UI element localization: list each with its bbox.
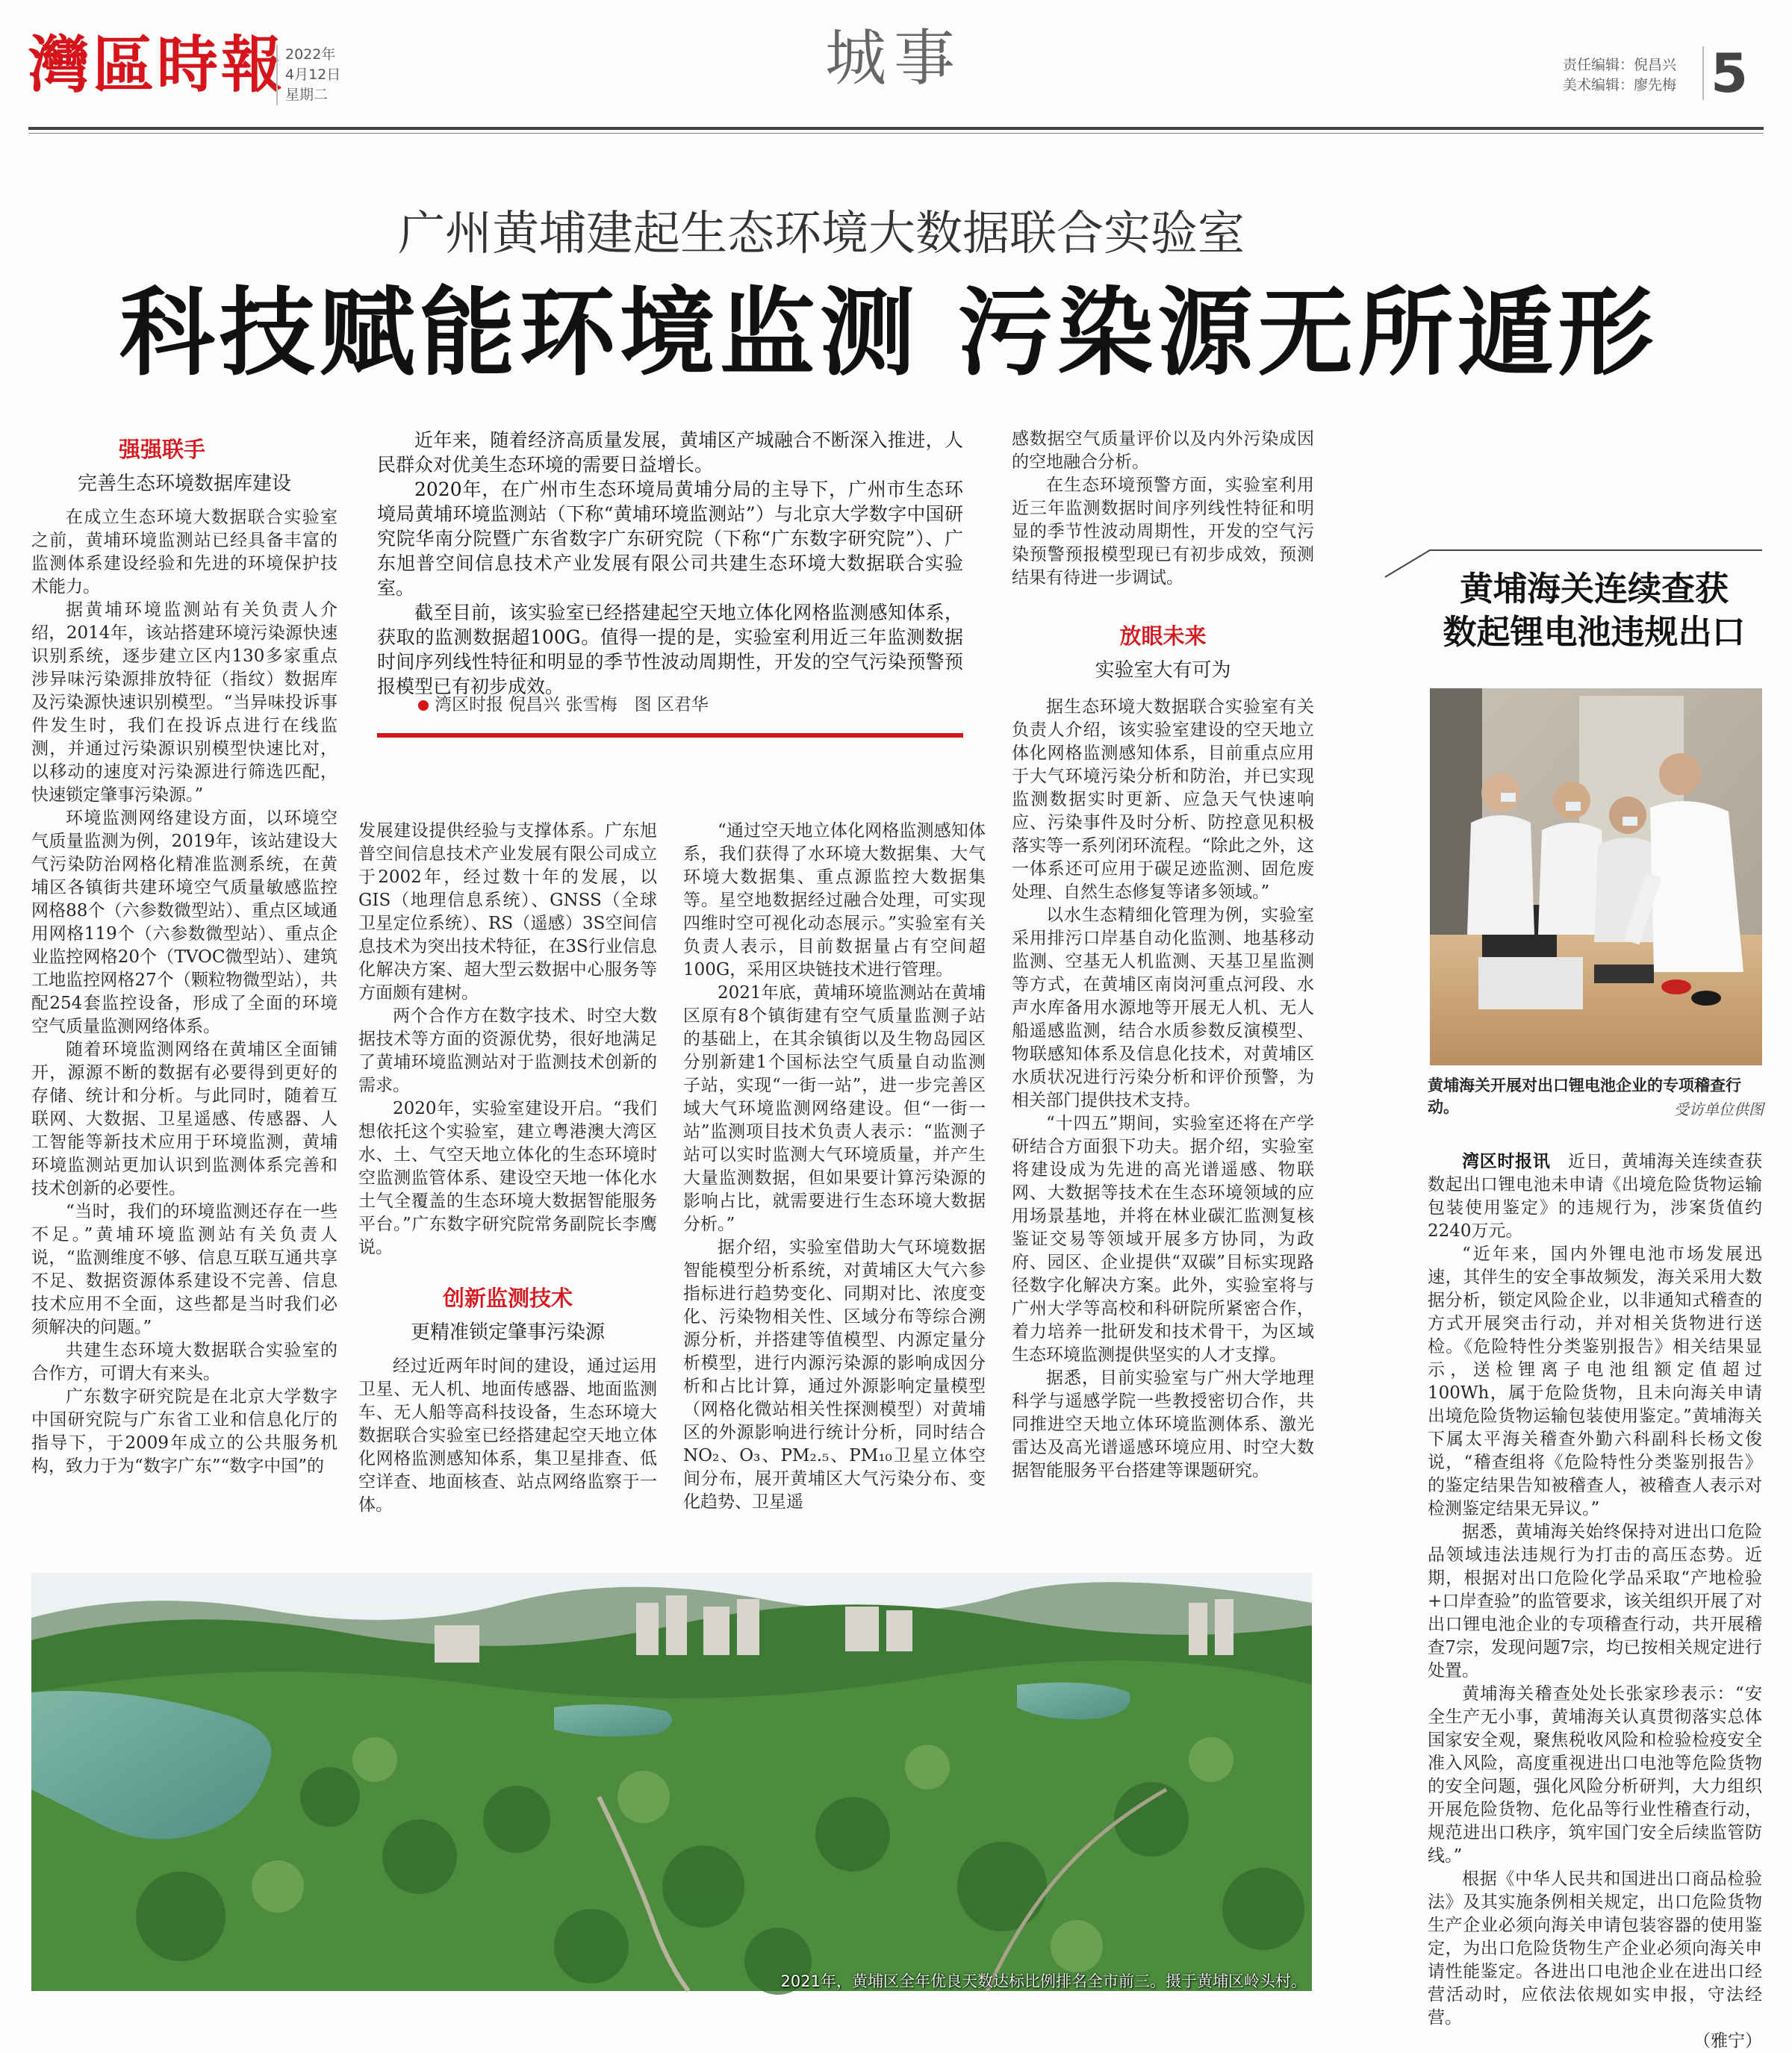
subhead-3: 实验室大有可为 [1095, 659, 1231, 682]
sidebar-photo-caption [1428, 1075, 1764, 1119]
column-2-text-b [358, 1355, 657, 1517]
paragraph: 2021年底，黄埔环境监测站在黄埔区原有8个镇街建有空气质量监测子站的基础上，在其余镇街以及生物岛园区分别新建1个国标法空气质量自动监测子站，实现“一街一站”，进一步完善区域大气环境监测网络建设。但“一街一站”监测项目技术负责人表示：“监测子站可以实时监测大气环境质量，并产生大量监测数据，但如果要计算污染源的影响占比，就需要进行生态环境大数据分析。” [683, 983, 986, 1234]
art-editor: 美术编辑：廖先梅 [1562, 77, 1676, 93]
paragraph: 两个合作方在数字技术、时空大数据技术等方面的资源优势，很好地满足了黄埔环境监测站对于监测技术创新的需求。 [358, 1006, 657, 1095]
newspaper-logo: 灣區時報 [28, 29, 286, 101]
caption-text: 黄埔海关开展对出口锂电池企业的专项稽查行动。 [1428, 1077, 1741, 1116]
article-byline [418, 691, 709, 715]
page-number: 5 [1702, 46, 1755, 100]
responsible-editor: 责任编辑：倪昌兴 [1562, 57, 1676, 73]
paragraph: 以水生态精细化管理为例，实验室采用排污口岸基自动化监测、地基移动监测、空基无人机监测、天基卫星监测等方式，在黄埔区南岗河重点河段、水声水库备用水源地等开展无人机、无人船遥感监测，结合水质参数反演模型、物联感知体系及信息化技术，对黄埔区水质状况进行污染分析和评价预警，为相关部门提供技术支持。 [1012, 906, 1314, 1110]
paragraph: “通过空天地立体化网格监测感知体系，我们获得了水环境大数据集、大气环境大数据集、重点源监控大数据集等。星空地数据经过融合处理，可实现四维时空可视化动态展示。”实验室有关负责人表示，目前数据量占有空间超100G，采用区块链技术进行管理。 [683, 821, 986, 979]
column-2 [358, 820, 657, 1517]
paragraph: 据生态环境大数据联合实验室有关负责人介绍，该实验室建设的空天地立体化网格监测感知体系，目前重点应用于大气环境污染分析和防治，并已实现监测数据实时更新、应急天气快速响应、污染事件及时分析、防控意见积极落实等一系列闭环流程。“除此之外，这一体系还可应用于碳足迹监测、固危废处理、自然生态修复等诸多领域。” [1012, 697, 1314, 902]
paragraph: 随着环境监测网络在黄埔区全面铺开，源源不断的数据有必要得到更好的存储、统计和分析。与此同时，随着互联网、大数据、卫星遥感、传感器、人工智能等新技术应用于环境监测，黄埔环境监测站更加认识到监测体系完善和技术创新的必要性。 [31, 1040, 337, 1198]
bullet-dot-icon [418, 700, 429, 711]
paragraph: 广东数字研究院是在北京大学数字中国研究院与广东省工业和信息化厅的指导下，于2009年成立的公共服务机构，致力于为“数字广东”“数字中国”的 [31, 1387, 337, 1476]
article-kicker: 广州黄埔建起生态环境大数据联合实验室 [398, 206, 1245, 261]
photo-credit: 受访单位供图 [1674, 1100, 1764, 1118]
sidebar-article [1428, 1150, 1762, 2053]
intro-paragraph: 截至目前，该实验室已经搭建起空天地立体化网格监测感知体系，获取的监测数据超100G。值得一提的是，实验室利用近三年监测数据时间序列线性特征和明显的季节性波动周期性，开发的空气污染预警预报模型已有初步成效。 [377, 602, 963, 697]
issue-date [276, 45, 340, 105]
sidebar-paragraph: 黄埔海关稽查处处长张家珍表示：“安全生产无小事，黄埔海关认真贯彻落实总体国家安全观，聚焦税收风险和检验检疫安全准入风险，高度重视进出口电池等危险货物的安全问题，强化风险分析研判，大力组织开展危险货物、危化品等行业性稽查行动，规范进出口秩序，筑牢国门安全后续监管防线。” [1428, 1684, 1762, 1866]
column-3-text [683, 820, 986, 1514]
column-4 [1012, 428, 1314, 1483]
sidebar-paragraph [1428, 1150, 1762, 1243]
article-headline: 科技赋能环境监测 污染源无所遁形 [119, 277, 1658, 389]
column-3 [683, 820, 986, 1514]
sidebar-paragraph: 据悉，黄埔海关始终保持对进出口危险品领域违法违规行为打击的高压态势。近期，根据对出口危险化学品采取“产地检验+口岸查验”的监管要求，该关组织开展了对出口锂电池企业的专项稽查行动，共开展稽查7宗，发现问题7宗，均已按相关规定进行处置。 [1428, 1522, 1762, 1680]
subhead-red-3: 放眼未来 [1119, 623, 1207, 649]
issue-day: 4月12日 [285, 66, 341, 83]
sidebar-author: （雅宁） [1693, 2031, 1762, 2051]
paragraph: 共建生态环境大数据联合实验室的合作方，可谓大有来头。 [31, 1341, 337, 1383]
intro-red-rule [377, 733, 963, 738]
sidebar-headline [1411, 567, 1777, 654]
paragraph: 经过近两年时间的建设，通过运用卫星、无人机、地面传感器、地面监测车、无人船等高科技设备，生态环境大数据联合实验室已经搭建起空天地立体化网格监测感知体系，集卫星排查、低空详查、地面核查、站点网络监察于一体。 [358, 1356, 657, 1515]
section-title: 城事 [825, 23, 963, 94]
subhead-red-2: 创新监测技术 [442, 1286, 573, 1311]
issue-weekday: 星期二 [285, 87, 329, 103]
paragraph: 在成立生态环境大数据联合实验室之前，黄埔环境监测站已经具备丰富的监测体系建设经验和先进的环境保护技术能力。 [31, 508, 337, 596]
intro-paragraph: 2020年，在广州市生态环境局黄埔分局的主导下，广州市生态环境局黄埔环境监测站（下称“黄埔环境监测站”）与北京大学数字中国研究院华南分院暨广东省数字广东研究院（下称“广东数字研究院”）、广东旭普空间信息技术产业发展有限公司共建生态环境大数据联合实验室。 [377, 479, 963, 599]
paragraph: 在生态环境预警方面，实验室利用近三年监测数据时间序列线性特征和明显的季节性波动周期性，开发的空气污染预警预报模型现已有初步成效，预测结果有待进一步调试。 [1012, 476, 1314, 588]
column-4-text-top [1012, 428, 1314, 590]
sidebar-headline-line1: 黄埔海关连续查获 [1459, 569, 1729, 608]
masthead-divider [28, 127, 1764, 130]
masthead-divider-thin [28, 133, 1764, 134]
paragraph: 据黄埔环境监测站有关负责人介绍，2014年，该站搭建环境污染源快速识别系统，逐步建立区内130多家重点涉异味污染源排放特征（指纹）数据库及污染源快速识别模型。“当异味投诉事件发生时，我们在投诉点进行在线监测，并通过污染源识别模型快速比对，以移动的速度对污染源进行筛选匹配，快速锁定肇事污染源。” [31, 600, 337, 805]
paragraph: “十四五”期间，实验室还将在产学研结合方面狠下功夫。据介绍，实验室将建设成为先进的高光谱遥感、物联网、大数据等技术在生态环境领域的应用场景基地，并将在林业碳汇监测复核鉴证交易等领域开展多方协同，为政府、园区、企业提供“双碳”目标实现路径数字化解决方案。此外，实验室将与广州大学等高校和科研院所紧密合作，着力培养一批研发和技术骨干，为区域生态环境监测提供坚实的人才支撑。 [1012, 1114, 1314, 1365]
sidebar-headline-line2: 数起锂电池违规出口 [1443, 612, 1746, 652]
paragraph: 感数据空气质量评价以及内外污染成因的空地融合分析。 [1012, 429, 1314, 472]
landscape-aerial-photo [31, 1573, 1312, 1991]
sidebar-paragraph-text: 近日，黄埔海关连续查获数起出口锂电池未申请《出境危险货物运输包装使用鉴定》的违规行为，涉案货值约2240万元。 [1428, 1152, 1762, 1241]
intro-paragraph: 近年来，随着经济高质量发展，黄埔区产城融合不断深入推进，人民群众对优美生态环境的需要日益增长。 [377, 429, 963, 476]
paragraph: 据悉，目前实验室与广州大学地理科学与遥感学院一些教授密切合作，共同推进空天地立体环境监测体系、激光雷达及高光谱遥感环境应用、时空大数据智能服务平台搭建等课题研究。 [1012, 1368, 1314, 1480]
article-intro [377, 428, 963, 699]
column-4-text [1012, 696, 1314, 1483]
column-1 [31, 433, 337, 1478]
subhead-red-1: 强强联手 [118, 437, 205, 462]
subhead-1: 完善生态环境数据库建设 [77, 473, 291, 495]
subhead-2: 更精准锁定肇事污染源 [410, 1321, 605, 1344]
column-2-text [358, 820, 657, 1259]
landscape-photo-caption: 2021年，黄埔区全年优良天数达标比例排名全市前三。摄于黄埔区岭头村。 [780, 1972, 1307, 1990]
issue-year: 2022年 [285, 46, 336, 63]
sidebar-paragraph: “近年来，国内外锂电池市场发展迅速，其伴生的安全事故频发，海关采用大数据分析，锁定风险企业，以非通知式稽查的方式开展突击行动，并对相关货物进行送检。《危险特性分类鉴别报告》相关结果显示，送检锂离子电池组额定值超过100Wh，属于危险货物，且未向海关申请出境危险货物运输包装使用鉴定。”黄埔海关下属太平海关稽查外勤六科副科长杨文俊说，“稽查组将《危险特性分类鉴别报告》的鉴定结果告知被稽查人，被稽查人表示对检测鉴定结果无异议。” [1428, 1244, 1762, 1518]
byline-text: 湾区时报 倪昌兴 张雪梅 图 区君华 [435, 695, 709, 714]
paragraph: 环境监测网络建设方面，以环境空气质量监测为例，2019年，该站建设大气污染防治网格化精准监测系统，在黄埔区各镇街共建环境空气质量敏感监控网格88个（六参数微型站）、重点区域通用网格119个（六参数微型站）、重点企业监控网格20个（TVOC微型站）、建筑工地监控网格27个（颗粒物微型站），共配254套监控设备，形成了全面的环境空气质量监测网络体系。 [31, 809, 337, 1036]
paragraph: “当时，我们的环境监测还存在一些不足。”黄埔环境监测站有关负责人说，“监测维度不够、信息互联互通共享不足、数据资源体系建设不完善、信息技术应用不全面，这些都是当时我们必须解决的问题。” [31, 1202, 337, 1337]
sidebar-paragraph: 根据《中华人民共和国进出口商品检验法》及其实施条例相关规定，出口危险货物生产企业必须向海关申请包装容器的使用鉴定，为出口危险货物生产企业必须向海关申请性能鉴定。各进出口电池企业在进出口经营活动时，应依法依规如实申报，守法经营。 [1428, 1869, 1762, 2028]
editor-credits [1542, 55, 1676, 96]
column-1-text [31, 506, 337, 1478]
customs-inspection-photo [1430, 688, 1762, 1065]
paragraph: 发展建设提供经验与支撑体系。广东旭普空间信息技术产业发展有限公司成立于2002年，经过数十年的发展，以GIS（地理信息系统）、GNSS（全球卫星定位系统）、RS（遥感）3S空间信息技术为突出技术特征，在3S行业信息化解决方案、超大型云数据中心服务等方面颇有建树。 [358, 821, 657, 1003]
paragraph: 据介绍，实验室借助大气环境数据智能模型分析系统，对黄埔区大气六参指标进行趋势变化、同期对比、浓度变化、污染物相关性、区域分布等综合溯源分析，并搭建等值模型、内源定量分析模型，进行内源污染源的影响成因分析和占比计算，通过外源影响定量模型（网格化微站相关性探测模型）对黄埔区的外源影响进行统计分析，同时结合NO₂、O₃、PM₂.₅、PM₁₀卫星立体空间分布，展开黄埔区大气污染分布、变化趋势、卫星遥 [683, 1238, 986, 1512]
paragraph: 2020年，实验室建设开启。“我们想依托这个实验室，建立粤港澳大湾区水、土、气空天地立体化的生态环境时空监测监管体系、建设空天地一体化水土气全覆盖的生态环境大数据智能服务平台。”广东数字研究院常务副院长李鹰说。 [358, 1099, 657, 1257]
sidebar-lead: 湾区时报讯 [1462, 1151, 1551, 1171]
